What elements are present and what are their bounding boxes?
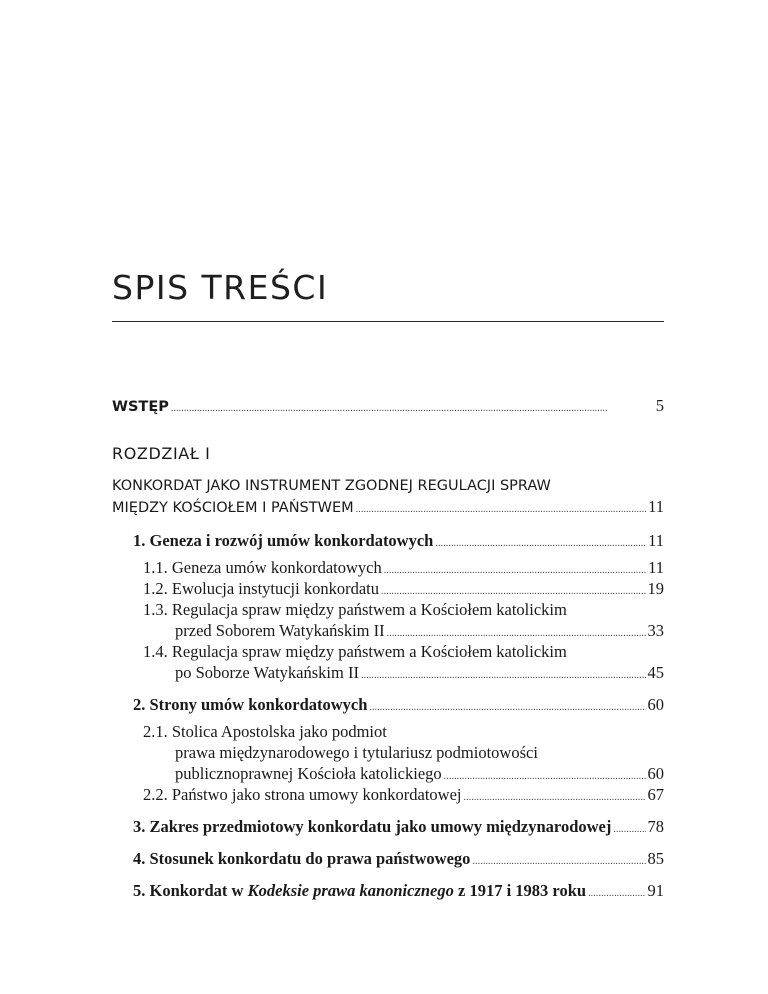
toc-entry-label: 2.2. Państwo jako strona umowy konkordatowej [143, 785, 462, 804]
dot-leader [381, 587, 645, 597]
toc-entry-label: 1.2. Ewolucja instytucji konkordatu [143, 579, 380, 598]
toc-entry-label-line1: 1.4. Regulacja spraw między państwem a Kościołem katolickim [143, 642, 567, 661]
toc-entry-label-line2: prawa międzynarodowego i tytulariusz podmiotowości [175, 743, 538, 762]
dot-leader [171, 404, 654, 414]
dot-leader [356, 505, 646, 515]
toc-entry-s5[interactable] [112, 880, 664, 901]
dot-leader [387, 629, 646, 639]
toc-entry-s1[interactable] [112, 530, 664, 551]
toc-entry-label-italic: Kodeksie prawa kanonicznego [247, 881, 454, 900]
toc-entry-page: 11 [648, 558, 664, 577]
toc-entry-label: 1.1. Geneza umów konkordatowych [143, 558, 382, 577]
toc-entry-page: 60 [647, 695, 664, 714]
toc-entry-page: 85 [647, 849, 664, 868]
toc-entry-page: 11 [648, 497, 664, 516]
toc-entry-label-line3: publicznoprawnej Kościoła katolickiego [175, 764, 442, 783]
table-of-contents [112, 395, 664, 901]
toc-entry-s2-1[interactable] [112, 721, 664, 784]
toc-entry-label: 3. Zakres przedmiotowy konkordatu jako umowy międzynarodowej [133, 817, 612, 836]
dot-leader [588, 889, 645, 899]
toc-entry-s4[interactable] [112, 848, 664, 869]
toc-entry-s3[interactable] [112, 816, 664, 837]
title-rule [112, 321, 664, 322]
toc-entry-s1-2[interactable] [112, 578, 664, 599]
toc-entry-intro[interactable] [112, 395, 664, 418]
toc-entry-label-line1: 1.3. Regulacja spraw między państwem a Kościołem katolickim [143, 600, 567, 619]
dot-leader [472, 857, 645, 867]
toc-entry-label: 2. Strony umów konkordatowych [133, 695, 368, 714]
toc-entry-page: 67 [647, 785, 664, 804]
toc-entry-page: 91 [647, 881, 664, 900]
toc-entry-label: 4. Stosunek konkordatu do prawa państwowego [133, 849, 471, 868]
dot-leader [444, 772, 646, 782]
toc-entry-page: 78 [647, 817, 664, 836]
toc-entry-s1-3[interactable] [112, 599, 664, 641]
chapter-title-line1: KONKORDAT JAKO INSTRUMENT ZGODNEJ REGULACJI SPRAW [112, 478, 551, 494]
dot-leader [361, 671, 646, 681]
toc-entry-label-post: z 1917 i 1983 roku [453, 881, 587, 900]
dot-leader [613, 825, 645, 835]
toc-entry-s2[interactable] [112, 694, 664, 715]
dot-leader [369, 703, 645, 713]
toc-entry-s1-1[interactable] [112, 557, 664, 578]
dot-leader [435, 539, 646, 549]
toc-entry-label [133, 880, 586, 901]
toc-entry-label-line2: po Soborze Watykańskim II [175, 663, 359, 682]
toc-entry-page: 60 [647, 764, 664, 783]
toc-entry-chapter[interactable] [112, 476, 664, 519]
toc-entry-label: WSTĘP [112, 399, 169, 415]
toc-entry-s2-2[interactable] [112, 784, 664, 805]
chapter-title-line2: MIĘDZY KOŚCIOŁEM I PAŃSTWEM [112, 500, 354, 516]
dot-leader [464, 793, 646, 803]
toc-entry-page: 5 [655, 396, 664, 415]
toc-entry-page: 33 [647, 621, 664, 640]
toc-entry-page: 19 [647, 579, 664, 598]
dot-leader [384, 566, 646, 576]
toc-entry-label-pre: 5. Konkordat w [133, 881, 248, 900]
toc-entry-page: 45 [647, 663, 664, 682]
page-title: SPIS TREŚCI [112, 268, 329, 307]
toc-entry-label: 1. Geneza i rozwój umów konkordatowych [133, 531, 434, 550]
toc-entry-label-line1: 2.1. Stolica Apostolska jako podmiot [143, 722, 387, 741]
toc-entry-s1-4[interactable] [112, 641, 664, 683]
toc-entry-page: 11 [648, 531, 664, 550]
chapter-heading: ROZDZIAŁ I [112, 444, 211, 463]
toc-entry-label-line2: przed Soborem Watykańskim II [175, 621, 385, 640]
